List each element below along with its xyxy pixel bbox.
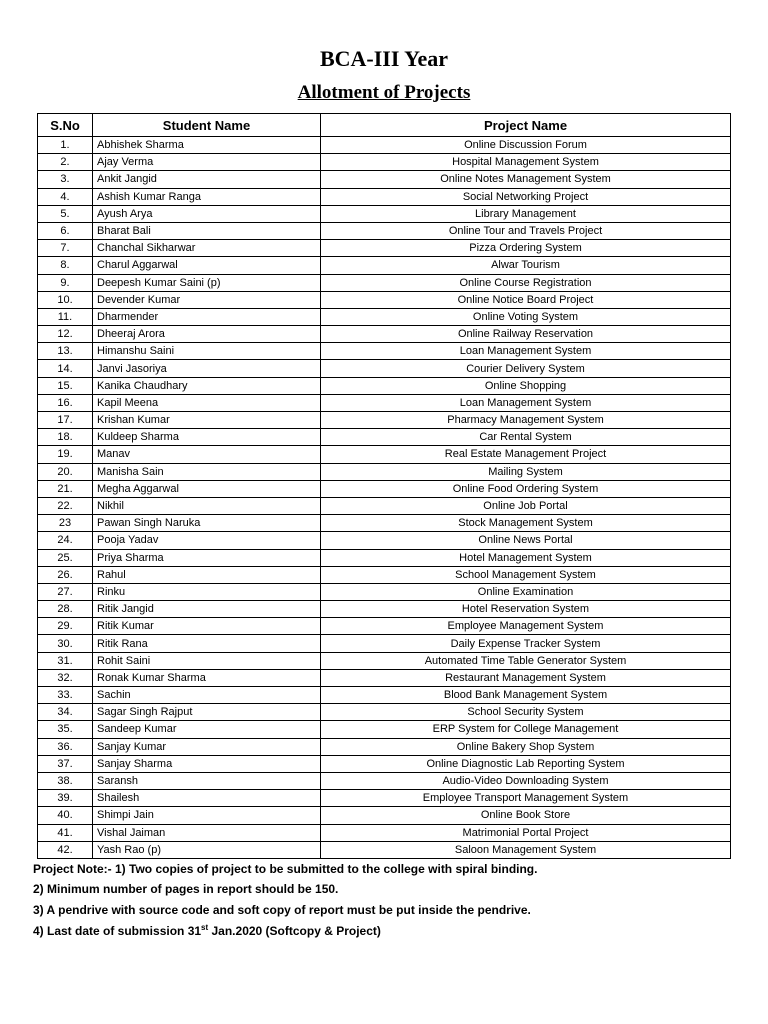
cell-student-name: Dheeraj Arora [93,326,321,343]
cell-student-name: Kuldeep Sharma [93,429,321,446]
cell-project-name: Online Job Portal [321,497,731,514]
table-row [38,412,731,429]
page-title: BCA-III Year [319,46,449,71]
cell-project-name: Hotel Reservation System [321,601,731,618]
cell-project-name: Online News Portal [321,532,731,549]
cell-sno: 34. [38,704,93,721]
cell-project-name: Restaurant Management System [321,669,731,686]
cell-student-name: Sanjay Kumar [93,738,321,755]
cell-sno: 29. [38,618,93,635]
cell-sno: 41. [38,824,93,841]
cell-sno: 38. [38,772,93,789]
cell-student-name: Priya Sharma [93,549,321,566]
cell-project-name: Library Management [321,205,731,222]
cell-student-name: Devender Kumar [93,291,321,308]
table-row [38,222,731,239]
cell-sno: 2. [38,154,93,171]
cell-sno: 24. [38,532,93,549]
page-subtitle-text: Allotment of Projects [297,82,471,103]
cell-project-name: Pharmacy Management System [321,412,731,429]
project-notes [33,860,733,942]
cell-sno: 18. [38,429,93,446]
table-header-row [38,114,731,137]
cell-sno: 3. [38,171,93,188]
projects-table [37,113,731,859]
cell-project-name: Online Discussion Forum [321,137,731,154]
cell-sno: 1. [38,137,93,154]
cell-student-name: Manav [93,446,321,463]
table-row [38,291,731,308]
cell-student-name: Megha Aggarwal [93,480,321,497]
table-row [38,790,731,807]
table-row [38,738,731,755]
cell-sno: 14. [38,360,93,377]
cell-student-name: Shimpi Jain [93,807,321,824]
cell-sno: 20. [38,463,93,480]
table-row [38,394,731,411]
table-row [38,274,731,291]
table-row [38,480,731,497]
table-row [38,618,731,635]
cell-sno: 11. [38,308,93,325]
cell-sno: 25. [38,549,93,566]
table-row [38,652,731,669]
cell-sno: 6. [38,222,93,239]
cell-project-name: Online Notice Board Project [321,291,731,308]
cell-sno: 4. [38,188,93,205]
cell-project-name: Blood Bank Management System [321,687,731,704]
table-row [38,515,731,532]
cell-sno: 27. [38,583,93,600]
table-row [38,343,731,360]
table-row [38,188,731,205]
cell-sno: 12. [38,326,93,343]
cell-student-name: Nikhil [93,497,321,514]
cell-student-name: Sagar Singh Rajput [93,704,321,721]
table-row [38,429,731,446]
cell-sno: 16. [38,394,93,411]
cell-student-name: Sanjay Sharma [93,755,321,772]
table-row [38,360,731,377]
cell-sno: 35. [38,721,93,738]
cell-student-name: Kanika Chaudhary [93,377,321,394]
cell-project-name: Online Notes Management System [321,171,731,188]
cell-sno: 23 [38,515,93,532]
cell-student-name: Pooja Yadav [93,532,321,549]
cell-project-name: Stock Management System [321,515,731,532]
cell-project-name: Loan Management System [321,394,731,411]
cell-project-name: Daily Expense Tracker System [321,635,731,652]
table-row [38,566,731,583]
cell-student-name: Ankit Jangid [93,171,321,188]
table-header [38,114,731,137]
note-4-superscript: st [201,923,209,932]
table-row [38,601,731,618]
column-header-project-name: Project Name [321,114,731,137]
cell-sno: 39. [38,790,93,807]
table-row [38,704,731,721]
note-2: 2) Minimum number of pages in report should be 150. [33,882,339,896]
table-row [38,257,731,274]
table-row [38,583,731,600]
cell-project-name: Car Rental System [321,429,731,446]
table-row [38,326,731,343]
table-row [38,549,731,566]
table-row [38,377,731,394]
table-row [38,171,731,188]
cell-sno: 37. [38,755,93,772]
cell-sno: 31. [38,652,93,669]
cell-project-name: Employee Management System [321,618,731,635]
cell-student-name: Himanshu Saini [93,343,321,360]
cell-project-name: Online Diagnostic Lab Reporting System [321,755,731,772]
cell-student-name: Deepesh Kumar Saini (p) [93,274,321,291]
cell-student-name: Abhishek Sharma [93,137,321,154]
table-row [38,154,731,171]
cell-project-name: Loan Management System [321,343,731,360]
cell-sno: 22. [38,497,93,514]
cell-student-name: Ayush Arya [93,205,321,222]
cell-sno: 32. [38,669,93,686]
table-row [38,137,731,154]
cell-student-name: Pawan Singh Naruka [93,515,321,532]
cell-sno: 7. [38,240,93,257]
column-header-student-name: Student Name [93,114,321,137]
cell-sno: 42. [38,841,93,858]
cell-student-name: Krishan Kumar [93,412,321,429]
column-header-sno: S.No [38,114,93,137]
table-row [38,755,731,772]
note-4-text-end: Jan.2020 (Softcopy & Project) [208,924,381,938]
cell-student-name: Chanchal Sikharwar [93,240,321,257]
table-body [38,137,731,859]
cell-sno: 8. [38,257,93,274]
cell-sno: 30. [38,635,93,652]
cell-sno: 36. [38,738,93,755]
cell-student-name: Janvi Jasoriya [93,360,321,377]
cell-sno: 10. [38,291,93,308]
note-4 [33,921,733,942]
cell-sno: 40. [38,807,93,824]
cell-student-name: Ashish Kumar Ranga [93,188,321,205]
cell-project-name: Online Voting System [321,308,731,325]
table-row [38,308,731,325]
cell-project-name: Online Course Registration [321,274,731,291]
cell-project-name: Real Estate Management Project [321,446,731,463]
table-row [38,721,731,738]
cell-project-name: Online Shopping [321,377,731,394]
cell-project-name: Audio-Video Downloading System [321,772,731,789]
cell-project-name: Matrimonial Portal Project [321,824,731,841]
cell-student-name: Kapil Meena [93,394,321,411]
table-row [38,497,731,514]
cell-student-name: Charul Aggarwal [93,257,321,274]
cell-project-name: Hospital Management System [321,154,731,171]
cell-project-name: Online Bakery Shop System [321,738,731,755]
cell-project-name: School Management System [321,566,731,583]
cell-sno: 9. [38,274,93,291]
cell-project-name: ERP System for College Management [321,721,731,738]
table-row [38,841,731,858]
cell-project-name: School Security System [321,704,731,721]
cell-project-name: Online Examination [321,583,731,600]
cell-project-name: Online Book Store [321,807,731,824]
table-row [38,205,731,222]
cell-project-name: Automated Time Table Generator System [321,652,731,669]
cell-sno: 28. [38,601,93,618]
cell-student-name: Vishal Jaiman [93,824,321,841]
cell-project-name: Hotel Management System [321,549,731,566]
cell-student-name: Manisha Sain [93,463,321,480]
table-row [38,446,731,463]
cell-sno: 21. [38,480,93,497]
table-row [38,687,731,704]
cell-student-name: Yash Rao (p) [93,841,321,858]
cell-student-name: Saransh [93,772,321,789]
table-row [38,772,731,789]
cell-sno: 17. [38,412,93,429]
cell-student-name: Rohit Saini [93,652,321,669]
cell-student-name: Ronak Kumar Sharma [93,669,321,686]
cell-project-name: Online Tour and Travels Project [321,222,731,239]
table-row [38,807,731,824]
cell-project-name: Online Railway Reservation [321,326,731,343]
cell-student-name: Ritik Jangid [93,601,321,618]
note-3: 3) A pendrive with source code and soft copy of report must be put inside the pendrive. [33,903,531,917]
cell-project-name: Employee Transport Management System [321,790,731,807]
cell-student-name: Sandeep Kumar [93,721,321,738]
cell-sno: 15. [38,377,93,394]
cell-student-name: Rinku [93,583,321,600]
table-row [38,463,731,480]
cell-sno: 33. [38,687,93,704]
cell-sno: 19. [38,446,93,463]
table-row [38,240,731,257]
table-row [38,824,731,841]
cell-project-name: Courier Delivery System [321,360,731,377]
table-row [38,635,731,652]
page-subtitle [0,80,768,106]
cell-student-name: Sachin [93,687,321,704]
cell-student-name: Rahul [93,566,321,583]
cell-student-name: Ritik Kumar [93,618,321,635]
cell-sno: 26. [38,566,93,583]
cell-sno: 13. [38,343,93,360]
cell-student-name: Ajay Verma [93,154,321,171]
cell-student-name: Shailesh [93,790,321,807]
cell-project-name: Pizza Ordering System [321,240,731,257]
cell-project-name: Social Networking Project [321,188,731,205]
cell-project-name: Online Food Ordering System [321,480,731,497]
cell-student-name: Dharmender [93,308,321,325]
cell-project-name: Saloon Management System [321,841,731,858]
cell-sno: 5. [38,205,93,222]
cell-student-name: Bharat Bali [93,222,321,239]
cell-student-name: Ritik Rana [93,635,321,652]
note-4-text: 4) Last date of submission 31 [33,924,202,938]
table-row [38,532,731,549]
note-1: Project Note:- 1) Two copies of project to be submitted to the college with spiral binding. [33,862,538,876]
table-row [38,669,731,686]
cell-project-name: Mailing System [321,463,731,480]
cell-project-name: Alwar Tourism [321,257,731,274]
